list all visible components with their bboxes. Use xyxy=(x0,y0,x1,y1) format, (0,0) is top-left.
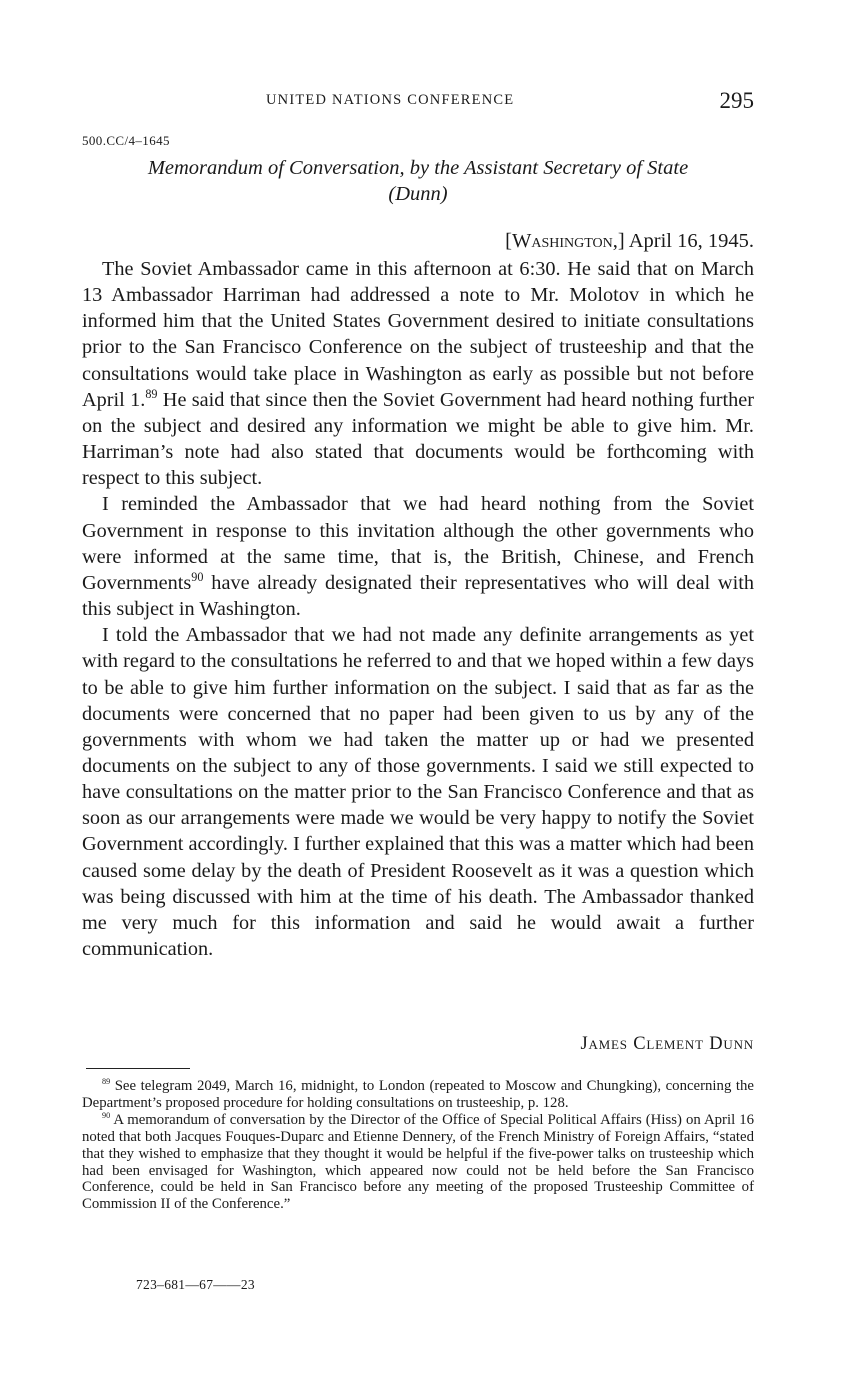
paragraph-text: The Soviet Ambassador came in this afternoon at 6:30. He said that on March 13 Ambassador Harriman had addressed a note to Mr. Molotov in which he informed him that the United States Government desired to initiate consultations prior to the San Francisco Conference on the subject of trusteeship and that the consultations would take place in Washington as early as possible but not before April 1. xyxy=(82,258,754,411)
body-paragraph xyxy=(82,491,754,622)
footnote-marker: 90 xyxy=(102,1110,111,1120)
document-file-number: 500.CC/4–1645 xyxy=(82,133,170,148)
footnotes xyxy=(82,1078,754,1213)
document-title-line-1: Memorandum of Conversation, by the Assistant Secretary of State xyxy=(147,157,689,179)
footnote-reference: 90 xyxy=(191,570,204,585)
running-head xyxy=(82,88,754,118)
body-paragraph xyxy=(82,256,754,491)
document-title-line-2: (Dunn) xyxy=(388,183,448,205)
running-title: UNITED NATIONS CONFERENCE xyxy=(266,92,515,108)
footnote-text: A memorandum of conversation by the Director of the Office of Special Political Affairs (Hiss) on April 16 noted that both Jacques Fouques-Duparc and Etienne Dennery, of the French Ministry of Foreign Affairs, “stated that they wished to emphasize that they thought it would be helpful if the five-power talks on trusteeship which had been envisaged for Washington, which appeared now could not be held before the San Francisco Conference, could be held in San Francisco before any meeting of the proposed Trusteeship Committee of Commission II of the Conference.” xyxy=(82,1111,754,1213)
footnote xyxy=(82,1078,754,1112)
footnote-reference: 89 xyxy=(145,387,158,402)
document-page xyxy=(82,0,754,1380)
memorandum-body xyxy=(82,256,754,962)
footnote-text: See telegram 2049, March 16, midnight, to London (repeated to Moscow and Chungking), concerning the Department’s proposed procedure for holding consultations on trusteeship, p. 128. xyxy=(82,1078,754,1111)
print-code: 723–681—67——23 xyxy=(136,1277,255,1292)
paragraph-text: I told the Ambassador that we had not made any definite arrangements as yet with regard to the consultations he referred to and that we hoped within a few days to be able to give him further information on the subject. I said that as far as the documents were concerned that no paper had been given to us by any of the governments with whom we had taken the matter up or had we presented documents on the subject to any of those governments. I said we still expected to have consultations on the matter prior to the San Francisco Conference and that as soon as our arrangements were made we would be very happy to notify the Soviet Government accordingly. I further explained that this was a matter which had been caused some delay by the death of President Roosevelt as it was a question which was being discussed with him at the time of his death. The Ambassador thanked me very much for this information and said he would await a further communication. xyxy=(82,624,754,961)
signature: James Clement Dunn xyxy=(580,1034,754,1054)
dateline-place: Washington, xyxy=(512,230,618,252)
footnote-divider xyxy=(86,1068,190,1069)
document-title xyxy=(82,155,754,207)
page-number: 295 xyxy=(719,88,754,113)
body-paragraph xyxy=(82,622,754,962)
paragraph-text: I reminded the Ambassador that we had heard nothing from the Soviet Government in response to this invitation although the other governments who were informed at the same time, that is, the British, Chinese, and French Governments xyxy=(82,493,754,594)
paragraph-text: have already designated their representatives who will deal with this subject in Washington. xyxy=(82,571,754,621)
dateline-date: April 16, 1945. xyxy=(624,230,754,252)
footnote-marker: 89 xyxy=(102,1077,111,1087)
footnote xyxy=(82,1112,754,1213)
dateline: [Washington,] April 16, 1945. xyxy=(505,230,754,252)
paragraph-text: He said that since then the Soviet Government had heard nothing further on the subject and desired any information we might be able to give him. Mr. Harriman’s note had also stated that documents would be forthcoming with respect to this subject. xyxy=(82,388,755,490)
